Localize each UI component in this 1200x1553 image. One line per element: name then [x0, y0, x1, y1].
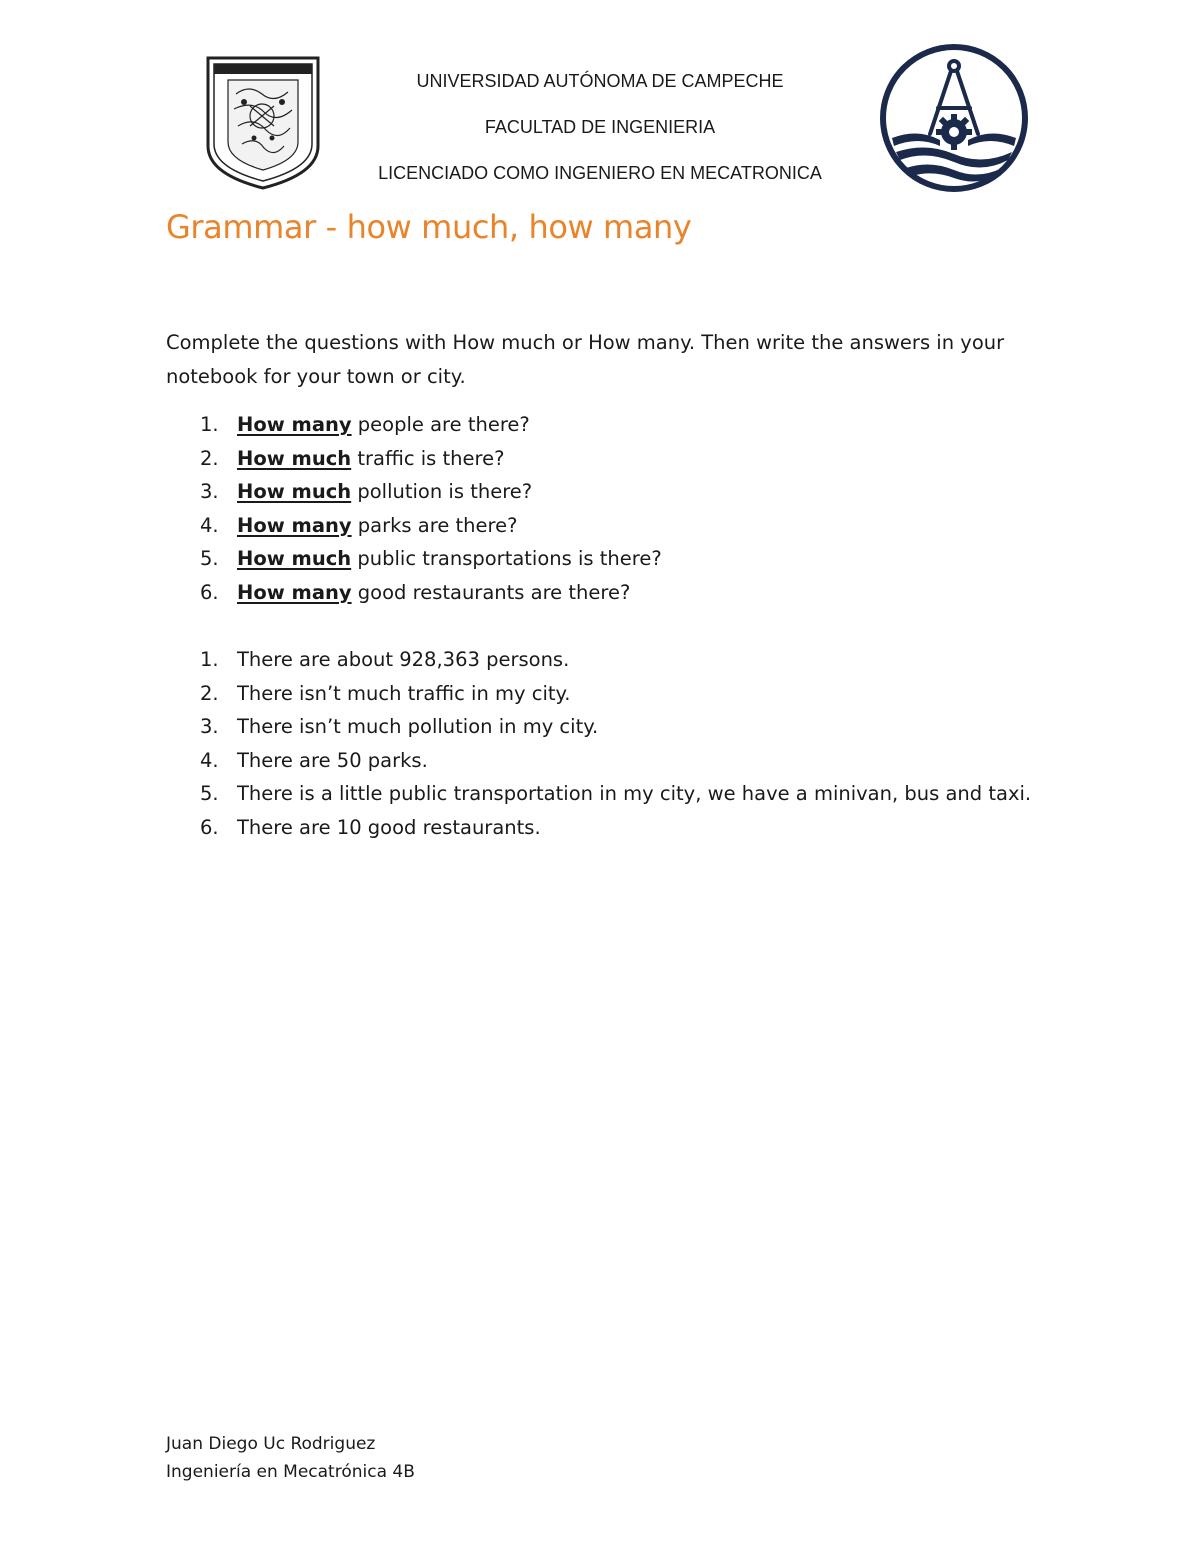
- filled-answer: How much: [237, 446, 352, 470]
- instructions-paragraph: Complete the questions with How much or How many. Then write the answers in your notebook for your town or city.: [166, 331, 1005, 388]
- questions-list: [166, 408, 1036, 609]
- answer-item: [166, 777, 1036, 811]
- document-footer: [166, 1430, 415, 1486]
- list-number: 5.: [200, 547, 219, 570]
- list-number: 4.: [200, 513, 219, 537]
- answer-item: [166, 710, 1036, 744]
- faculty-name: FACULTAD DE INGENIERIA: [484, 117, 716, 137]
- document-title: Grammar - how much, how many: [166, 208, 692, 246]
- list-number: 2.: [200, 681, 219, 705]
- answer-item: [166, 677, 1036, 711]
- university-seal-logo: [204, 54, 322, 192]
- question-item: [166, 408, 1036, 442]
- question-text: good restaurants are there?: [351, 580, 631, 604]
- answer-item: [166, 811, 1036, 845]
- question-text: people are there?: [351, 413, 530, 436]
- question-text: public transportations is there?: [351, 547, 662, 570]
- engineering-emblem-logo: [878, 42, 1030, 194]
- author-name: Juan Diego Uc Rodriguez: [166, 1434, 376, 1454]
- list-number: 1.: [200, 648, 219, 671]
- list-number: 4.: [200, 748, 219, 772]
- answer-text: There are about 928,363 persons.: [237, 648, 570, 671]
- list-number: 3.: [200, 715, 219, 738]
- question-item: [166, 442, 1036, 476]
- author-program: Ingeniería en Mecatrónica 4B: [166, 1462, 415, 1482]
- question-item: [166, 576, 1036, 610]
- answer-item: [166, 643, 1036, 677]
- answer-text: There is a little public transportation in my city, we have a minivan, bus and taxi.: [237, 782, 1032, 805]
- answer-text: There isn’t much pollution in my city.: [237, 715, 599, 738]
- question-text: parks are there?: [351, 513, 518, 537]
- filled-answer: How much: [237, 547, 352, 570]
- answers-list: [166, 643, 1036, 844]
- question-item: [166, 509, 1036, 543]
- list-number: 3.: [200, 480, 219, 503]
- list-number: 1.: [200, 413, 219, 436]
- answer-text: There are 50 parks.: [237, 748, 428, 772]
- list-number: 2.: [200, 446, 219, 470]
- filled-answer: How many: [237, 413, 352, 436]
- question-item: [166, 475, 1036, 509]
- institution-header: [340, 68, 860, 206]
- question-text: traffic is there?: [351, 446, 505, 470]
- list-number: 6.: [200, 815, 219, 839]
- answer-text: There are 10 good restaurants.: [237, 815, 541, 839]
- answer-text: There isn’t much traffic in my city.: [237, 681, 571, 705]
- filled-answer: How many: [237, 513, 352, 537]
- filled-answer: How many: [237, 580, 352, 604]
- question-item: [166, 542, 1036, 576]
- list-number: 5.: [200, 782, 219, 805]
- list-number: 6.: [200, 580, 219, 604]
- degree-name: LICENCIADO COMO INGENIERO EN MECATRONICA: [378, 163, 822, 183]
- filled-answer: How much: [237, 480, 352, 503]
- question-text: pollution is there?: [351, 480, 533, 503]
- university-name: UNIVERSIDAD AUTÓNOMA DE CAMPECHE: [416, 71, 784, 91]
- answer-item: [166, 744, 1036, 778]
